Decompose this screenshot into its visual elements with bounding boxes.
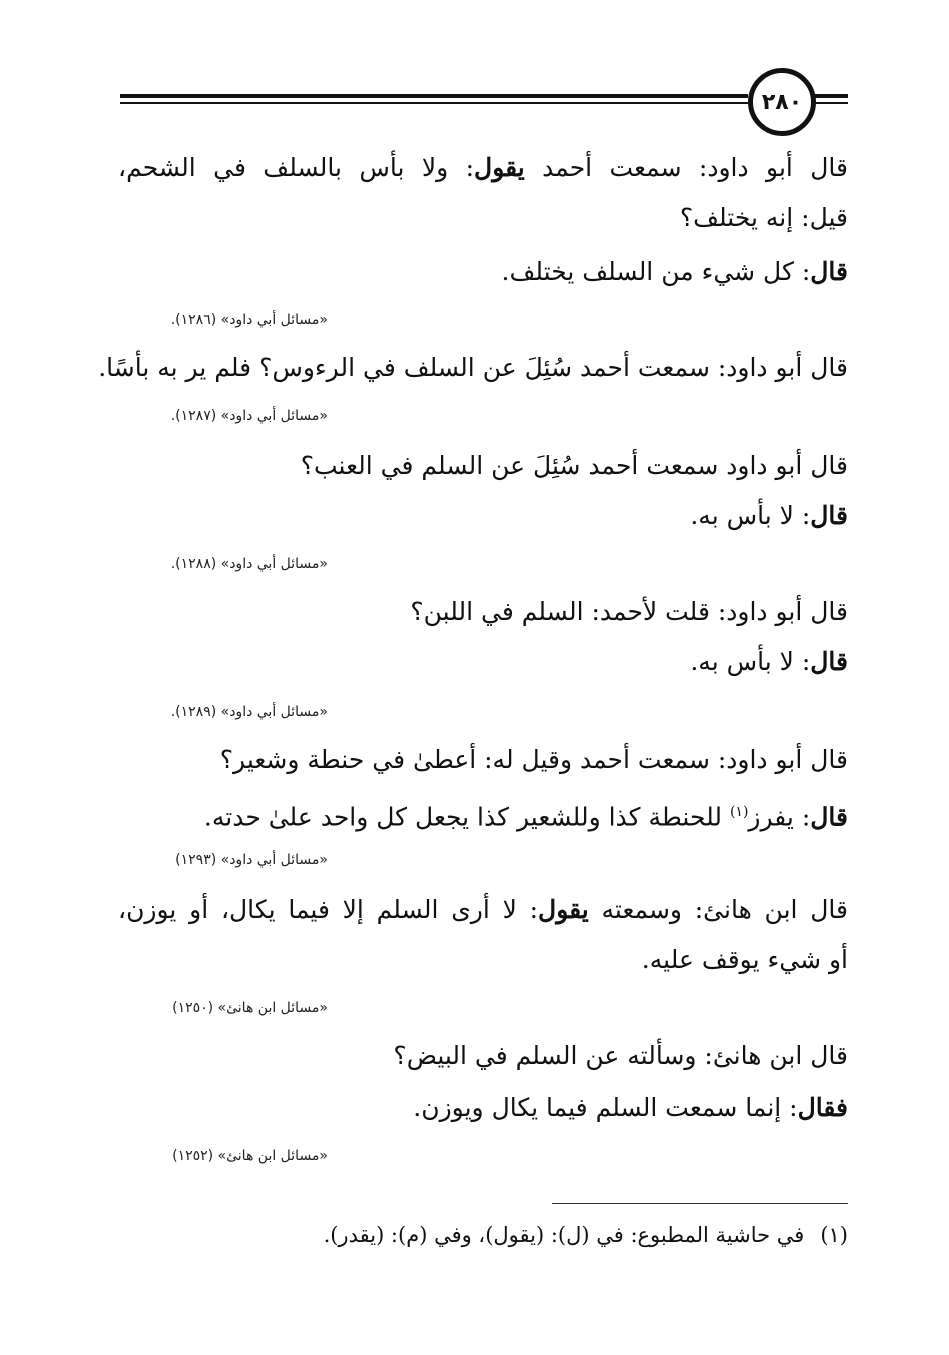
- header-rule-bottom: [120, 102, 748, 104]
- footnote-number: (١): [820, 1223, 848, 1247]
- source-citation: «مسائل ابن هانئ» (١٢٥٢): [172, 1148, 328, 1164]
- header-rule-top: [120, 94, 748, 98]
- text-line: قيل: إنه يختلف؟: [679, 203, 848, 232]
- footnote-divider: [552, 1203, 848, 1204]
- text-line: قال أبو داود: سمعت أحمد سُئِلَ عن السلف في الرءوس؟ فلم ير به بأسًا.: [98, 353, 848, 382]
- text-line: قال ابن هانئ: وسألته عن السلم في البيض؟: [393, 1041, 848, 1070]
- footnote-ref: (١): [729, 804, 749, 820]
- text-line: قال: يفرز$^{(١)}$ للحنطة كذا وللشعير كذا يجعل كل واحد علىٰ حدته.: [203, 802, 848, 832]
- text-line: قال: كل شيء من السلف يختلف.: [501, 257, 848, 286]
- text-line: قال أبو داود: سمعت أحمد وقيل له: أعطىٰ في حنطة وشعير؟: [219, 745, 848, 774]
- page-header: [0, 0, 949, 140]
- text-line: قال أبو داود: قلت لأحمد: السلم في اللبن؟: [410, 597, 848, 626]
- header-rule-right-thin: [812, 102, 848, 104]
- footnote: [324, 1218, 848, 1252]
- page-number: ٢٨٠: [761, 89, 803, 115]
- source-citation: «مسائل أبي داود» (١٢٨٦).: [170, 312, 328, 328]
- text-line: قال أبو داود: سمعت أحمد يقول: ولا بأس بالسلف في الشحم،: [118, 153, 848, 182]
- source-citation: «مسائل أبي داود» (١٢٨٨).: [170, 556, 328, 572]
- page-number-badge: [748, 68, 816, 136]
- source-citation: «مسائل ابن هانئ» (١٢٥٠): [172, 1000, 328, 1016]
- source-citation: «مسائل أبي داود» (١٢٨٧).: [170, 408, 328, 424]
- header-rule-right: [812, 94, 848, 98]
- text-line: أو شيء يوقف عليه.: [641, 945, 848, 974]
- text-line: فقال: إنما سمعت السلم فيما يكال ويوزن.: [413, 1093, 848, 1122]
- footnote-text: في حاشية المطبوع: في (ل): (يقول)، وفي (م): (يقدر).: [323, 1223, 805, 1247]
- text-line: قال ابن هانئ: وسمعته يقول: لا أرى السلم إلا فيما يكال، أو يوزن،: [118, 895, 848, 924]
- text-line: قال أبو داود سمعت أحمد سُئِلَ عن السلم في العنب؟: [300, 451, 848, 480]
- text-line: قال: لا بأس به.: [690, 647, 848, 676]
- source-citation: «مسائل أبي داود» (١٢٨٩).: [170, 704, 328, 720]
- source-citation: «مسائل أبي داود» (١٢٩٣): [175, 852, 328, 868]
- text-line: قال: لا بأس به.: [690, 501, 848, 530]
